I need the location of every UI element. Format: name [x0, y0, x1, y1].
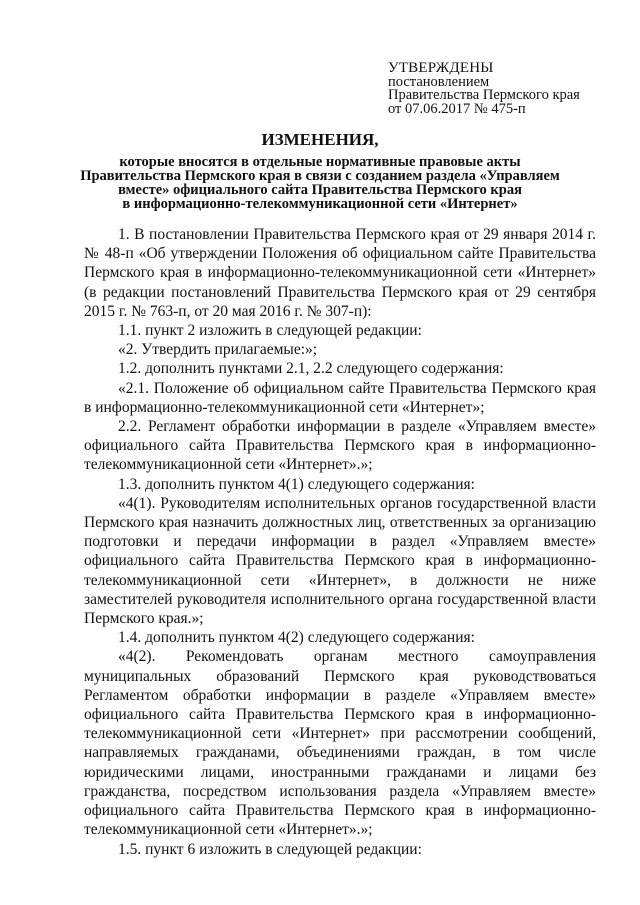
- approval-stamp: [388, 62, 580, 116]
- paragraph: 1.2. дополнить пунктами 2.1, 2.2 следующего содержания:: [118, 360, 504, 378]
- approval-line: постановлением: [388, 73, 490, 90]
- paragraph: «2. Утвердить прилагаемые:»;: [118, 341, 318, 359]
- subtitle-line: которые вносятся в отдельные нормативные правовые акты: [119, 154, 521, 170]
- paragraph: 1.4. дополнить пунктом 4(2) следующего содержания:: [118, 629, 475, 647]
- document-subtitle: [60, 155, 580, 211]
- approval-line: от 07.06.2017 № 475-п: [388, 100, 526, 117]
- document-body: [84, 225, 596, 859]
- paragraph: «4(1). Руководителям исполнительных органов государственной власти Пермского края назначить должностных лиц, ответственных за организацию подготовки и передачи информации в раздел «Управляем вместе» официального сайта Правительства Пермского края в информационно-телекоммуникационной сети «Интернет», в должности не ниже заместителей руководителя исполнительного органа государственной власти Пермского края.»;: [84, 494, 596, 628]
- subtitle-line: Правительства Пермского края в связи с созданием раздела «Управляем: [80, 168, 560, 184]
- subtitle-line: в информационно-телекоммуникационной сети «Интернет»: [122, 196, 518, 212]
- approval-line: Правительства Пермского края: [388, 87, 580, 103]
- paragraph: 1.3. дополнить пунктом 4(1) следующего содержания:: [118, 475, 475, 493]
- paragraph: «2.1. Положение об официальном сайте Правительства Пермского края в информационно-телекоммуникационной сети «Интернет»;: [84, 379, 596, 416]
- approval-heading: УТВЕРЖДЕНЫ: [388, 60, 494, 76]
- paragraph: 1. В постановлении Правительства Пермского края от 29 января 2014 г. № 48-п «Об утверждении Положения об официальном сайте Правительства Пермского края в информационно-телекоммуникационной сети «Интернет» (в редакции постановлений Правительства Пермского края от 29 сентября 2015 г. № 763-п, от 20 мая 2016 г. № 307-п):: [84, 226, 596, 320]
- paragraph: 1.1. пункт 2 изложить в следующей редакции:: [118, 322, 422, 340]
- paragraph: 2.2. Регламент обработки информации в разделе «Управляем вместе» официального сайта Правительства Пермского края в информационно-телекоммуникационной сети «Интернет».»;: [84, 418, 596, 474]
- subtitle-line: вместе» официального сайта Правительства Пермского края: [118, 182, 522, 198]
- document-title: ИЗМЕНЕНИЯ,: [261, 130, 379, 149]
- paragraph: «4(2). Рекомендовать органам местного самоуправления муниципальных образований Пермского края руководствоваться Регламентом обработки информации в разделе «Управляем вместе» официального сайта Правительства Пермского края в информационно-телекоммуникационной сети «Интернет» при рассмотрении сообщений, направляемых гражданами, объединениями граждан, в том числе юридическими лицами, иностранными гражданами и лицами без гражданства, посредством использования раздела «Управляем вместе» официального сайта Правительства Пермского края в информационно-телекоммуникационной сети «Интернет».»;: [84, 648, 596, 839]
- paragraph: 1.5. пункт 6 изложить в следующей редакции:: [118, 840, 422, 858]
